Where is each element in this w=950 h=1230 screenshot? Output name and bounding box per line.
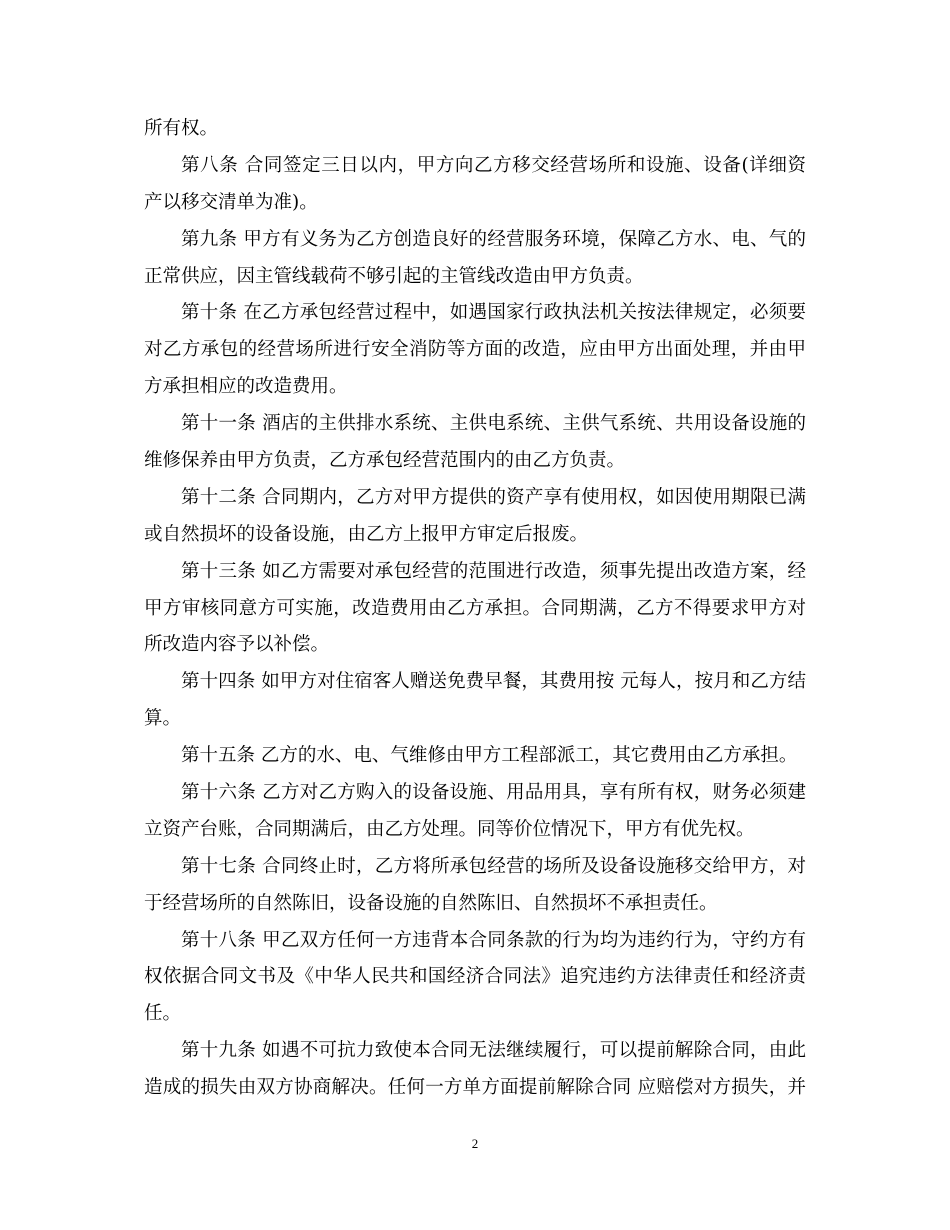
page-number: 2 <box>471 1136 479 1151</box>
clause-9-line-1: 第九条 甲方有义务为乙方创造良好的经营服务环境，保障乙方水、电、气的 <box>181 228 806 250</box>
clause-11-line-1: 第十一条 酒店的主供排水系统、主供电系统、主供气系统、共用设备设施的 <box>181 413 806 435</box>
clause-13-line-1: 第十三条 如乙方需要对承包经营的范围进行改造，须事先提出改造方案，经 <box>181 560 806 582</box>
clause-14-line-2: 算。 <box>144 708 182 730</box>
clause-13-line-2: 甲方审核同意方可实施，改造费用由乙方承担。合同期满，乙方不得要求甲方对 <box>144 597 806 619</box>
clause-11-line-2: 维修保养由甲方负责，乙方承包经营范围内的由乙方负责。 <box>144 450 626 472</box>
clause-9-line-2: 正常供应，因主管线载荷不够引起的主管线改造由甲方负责。 <box>144 265 644 287</box>
clause-8-line-1: 第八条 合同签定三日以内，甲方向乙方移交经营场所和设施、设备(详细资 <box>181 154 806 176</box>
clause-10-line-3: 方承担相应的改造费用。 <box>144 376 348 398</box>
clause-8-line-2: 产以移交清单为准)。 <box>144 191 318 213</box>
document-body <box>144 111 806 1107</box>
text-line: 所有权。 <box>144 118 219 139</box>
clause-19-line-2: 造成的损失由双方协商解决。任何一方单方面提前解除合同 应赔偿对方损失，并 <box>144 1077 806 1099</box>
clause-17-line-1: 第十七条 合同终止时，乙方将所承包经营的场所及设备设施移交给甲方，对 <box>181 855 806 877</box>
clause-16-line-1: 第十六条 乙方对乙方购入的设备设施、用品用具，享有所有权，财务必须建 <box>181 782 806 804</box>
clause-19-line-1: 第十九条 如遇不可抗力致使本合同无法继续履行，可以提前解除合同，由此 <box>181 1040 806 1062</box>
clause-12-line-2: 或自然损坏的设备设施，由乙方上报甲方审定后报废。 <box>144 523 589 545</box>
clause-14-line-1: 第十四条 如甲方对住宿客人赠送免费早餐，其费用按 元每人，按月和乙方结 <box>181 671 806 693</box>
clause-17-line-2: 于经营场所的自然陈旧，设备设施的自然陈旧、自然损坏不承担责任。 <box>144 892 718 914</box>
clause-18-line-2: 权依据合同文书及《中华人民共和国经济合同法》追究违约方法律责任和经济责 <box>144 966 806 988</box>
clause-18-line-3: 任。 <box>144 1003 182 1025</box>
clause-13-line-3: 所改造内容予以补偿。 <box>144 634 330 656</box>
clause-18-line-1: 第十八条 甲乙双方任何一方违背本合同条款的行为均为违约行为，守约方有 <box>181 929 806 951</box>
clause-10-line-2: 对乙方承包的经营场所进行安全消防等方面的改造，应由甲方出面处理，并由甲 <box>144 339 806 361</box>
clause-16-line-2: 立资产台账，合同期满后，由乙方处理。同等价位情况下，甲方有优先权。 <box>144 818 755 840</box>
clause-10-line-1: 第十条 在乙方承包经营过程中，如遇国家行政执法机关按法律规定，必须要 <box>181 302 806 324</box>
clause-12-line-1: 第十二条 合同期内，乙方对甲方提供的资产享有使用权，如因使用期限已满 <box>181 486 806 508</box>
clause-15-line-1: 第十五条 乙方的水、电、气维修由甲方工程部派工，其它费用由乙方承担。 <box>181 745 798 767</box>
